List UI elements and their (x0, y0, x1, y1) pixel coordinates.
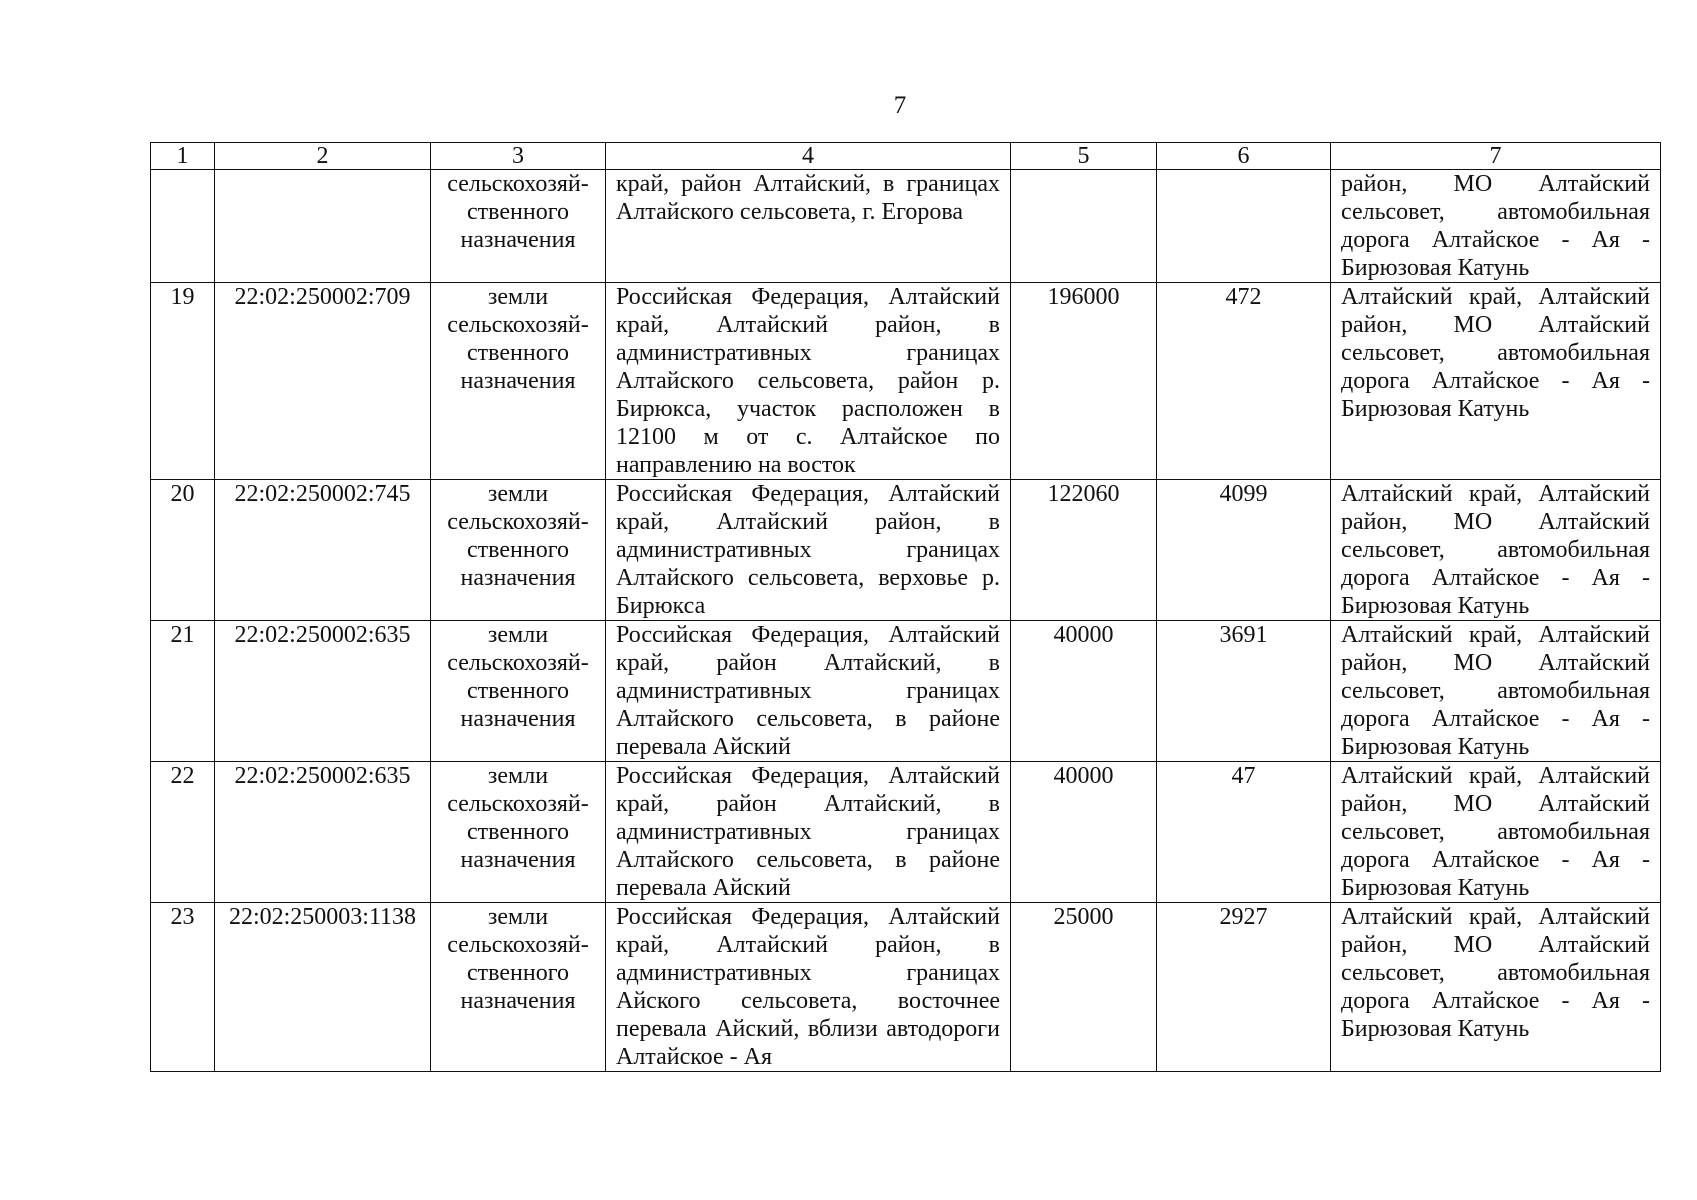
value-cell: 3691 (1157, 621, 1331, 762)
table-row (151, 480, 1661, 621)
page-number: 7 (893, 92, 907, 119)
road-description-cell: Алтайский край, Алтайский район, МО Алтайский сельсовет, автомобильная дорога Алтайское - Ая - Бирюзовая Катунь (1331, 283, 1661, 480)
land-category-line: земли (487, 904, 549, 930)
road-description-cell: Алтайский край, Алтайский район, МО Алтайский сельсовет, автомобильная дорога Алтайское - Ая - Бирюзовая Катунь (1331, 903, 1661, 1072)
land-category-cell (431, 903, 606, 1072)
land-category-line: ственного (467, 199, 569, 225)
row-number-cell: 22 (151, 762, 215, 903)
column-header: 5 (1011, 143, 1157, 170)
land-category-line: земли (487, 284, 549, 310)
row-number-cell: 19 (151, 283, 215, 480)
land-category-line: ственного (467, 537, 569, 563)
value-cell: 2927 (1157, 903, 1331, 1072)
area-cell (1011, 170, 1157, 283)
land-category-line: ственного (467, 678, 569, 704)
land-category-line: земли (487, 763, 549, 789)
table-header-row (151, 143, 1661, 170)
area-cell: 40000 (1011, 762, 1157, 903)
value-cell: 4099 (1157, 480, 1331, 621)
row-number-cell: 20 (151, 480, 215, 621)
land-category-line: земли (487, 481, 549, 507)
land-category-cell (431, 170, 606, 283)
cadastral-number-cell: 22:02:250003:1138 (215, 903, 431, 1072)
road-description-cell: район, МО Алтайский сельсовет, автомобильная дорога Алтайское - Ая - Бирюзовая Катунь (1331, 170, 1661, 283)
column-header: 6 (1157, 143, 1331, 170)
row-number-cell (151, 170, 215, 283)
table-row (151, 903, 1661, 1072)
land-category-cell (431, 283, 606, 480)
land-category-line: сельскохозяй- (447, 312, 589, 338)
area-cell: 40000 (1011, 621, 1157, 762)
value-cell (1157, 170, 1331, 283)
land-category-line: назначения (460, 706, 576, 732)
location-cell: Российская Федерация, Алтайский край, район Алтайский, в административных границах Алтайского сельсовета, в районе перевала Айский (606, 762, 1011, 903)
land-category-cell (431, 621, 606, 762)
cadastral-number-cell: 22:02:250002:709 (215, 283, 431, 480)
table-row (151, 170, 1661, 283)
land-category-line: сельскохозяй- (447, 791, 589, 817)
row-number-cell: 23 (151, 903, 215, 1072)
land-category-line: сельскохозяй- (447, 932, 589, 958)
location-cell: Российская Федерация, Алтайский край, Алтайский район, в административных границах Алтайского сельсовета, район р. Бирюкса, участок расположен в 12100 м от с. Алтайское по направлению на восток (606, 283, 1011, 480)
land-category-cell (431, 480, 606, 621)
road-description-cell: Алтайский край, Алтайский район, МО Алтайский сельсовет, автомобильная дорога Алтайское - Ая - Бирюзовая Катунь (1331, 480, 1661, 621)
land-category-line: сельскохозяй- (447, 650, 589, 676)
land-category-line: земли (487, 622, 549, 648)
column-header: 4 (606, 143, 1011, 170)
land-category-line: ственного (467, 960, 569, 986)
cadastral-number-cell: 22:02:250002:745 (215, 480, 431, 621)
location-cell: Российская Федерация, Алтайский край, Алтайский район, в административных границах Алтайского сельсовета, верховье р. Бирюкса (606, 480, 1011, 621)
table-row (151, 762, 1661, 903)
road-description-cell: Алтайский край, Алтайский район, МО Алтайский сельсовет, автомобильная дорога Алтайское - Ая - Бирюзовая Катунь (1331, 762, 1661, 903)
cadastral-number-cell: 22:02:250002:635 (215, 621, 431, 762)
table-body (151, 170, 1661, 1072)
area-cell: 25000 (1011, 903, 1157, 1072)
area-cell: 122060 (1011, 480, 1157, 621)
land-category-line: сельскохозяй- (447, 171, 589, 197)
land-category-line: назначения (460, 368, 576, 394)
land-category-line: назначения (460, 988, 576, 1014)
land-category-cell (431, 762, 606, 903)
land-plots-table (150, 142, 1661, 1072)
land-category-line: сельскохозяй- (447, 509, 589, 535)
table-row (151, 283, 1661, 480)
value-cell: 47 (1157, 762, 1331, 903)
area-cell: 196000 (1011, 283, 1157, 480)
road-description-cell: Алтайский край, Алтайский район, МО Алтайский сельсовет, автомобильная дорога Алтайское - Ая - Бирюзовая Катунь (1331, 621, 1661, 762)
cadastral-number-cell (215, 170, 431, 283)
location-cell: Российская Федерация, Алтайский край, Алтайский район, в административных границах Айского сельсовета, восточнее перевала Айский, вблизи автодороги Алтайское - Ая (606, 903, 1011, 1072)
land-category-line: назначения (460, 847, 576, 873)
location-cell: Российская Федерация, Алтайский край, район Алтайский, в административных границах Алтайского сельсовета, в районе перевала Айский (606, 621, 1011, 762)
column-header: 2 (215, 143, 431, 170)
table-row (151, 621, 1661, 762)
value-cell: 472 (1157, 283, 1331, 480)
column-header: 1 (151, 143, 215, 170)
land-category-line: назначения (460, 565, 576, 591)
column-header: 3 (431, 143, 606, 170)
land-category-line: ственного (467, 340, 569, 366)
land-category-line: ственного (467, 819, 569, 845)
land-category-line: назначения (460, 227, 576, 253)
cadastral-number-cell: 22:02:250002:635 (215, 762, 431, 903)
location-cell: край, район Алтайский, в границах Алтайского сельсовета, г. Егорова (606, 170, 1011, 283)
column-header: 7 (1331, 143, 1661, 170)
row-number-cell: 21 (151, 621, 215, 762)
